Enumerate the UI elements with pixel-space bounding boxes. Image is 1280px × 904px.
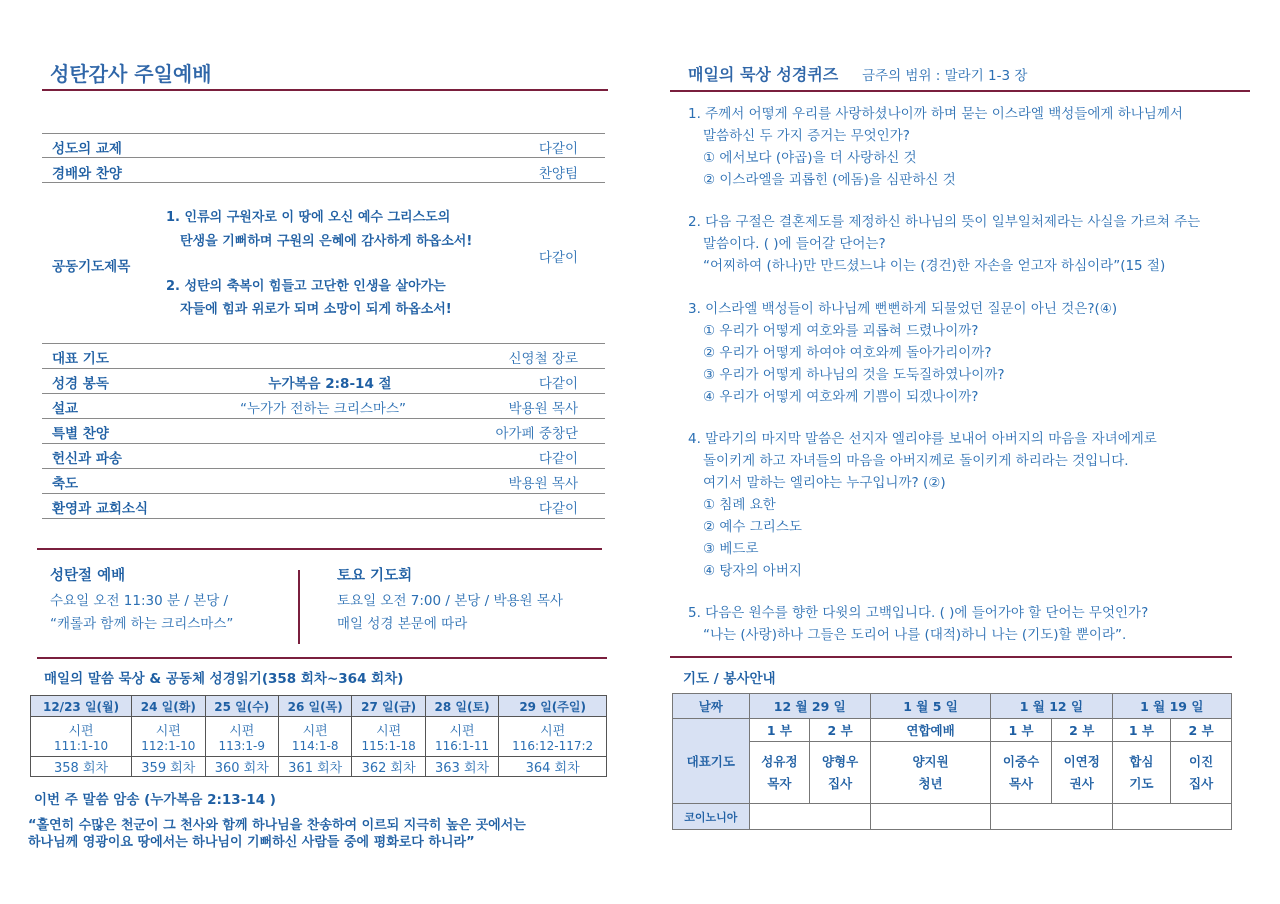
reading-round: 362 회차 <box>352 757 425 777</box>
quiz-question-3 <box>688 298 1117 408</box>
prayer-leader-cell <box>810 742 871 804</box>
memory-verse-line: 하나님께 영광이요 땅에서는 하나님이 기뻐하신 사람들 중에 평화로다 하니라” <box>28 835 475 850</box>
order-label: 성도의 교제 <box>52 141 122 157</box>
section-divider <box>670 656 1232 658</box>
service-session: 1 부 <box>749 719 810 742</box>
saturday-prayer-title: 토요 기도회 <box>337 568 413 584</box>
question-text: 1. 주께서 어떻게 우리를 사랑하셨나이까 하며 묻는 이스라엘 백성들에게 하나님께서 <box>688 106 1183 122</box>
order-leader: 다같이 <box>538 501 578 517</box>
order-label: 환영과 교회소식 <box>52 501 148 517</box>
reading-cell <box>132 717 205 757</box>
order-label: 성경 봉독 <box>52 376 109 392</box>
reading-plan-title: 매일의 말씀 묵상 & 공동체 성경읽기(358 회차~364 회차) <box>44 671 404 687</box>
service-session: 2 부 <box>810 719 871 742</box>
leader-name: 성유정 <box>761 753 798 769</box>
row-divider <box>42 493 605 494</box>
reading-day: 26 일(목) <box>278 696 351 717</box>
order-leader: 박용원 목사 <box>508 401 578 417</box>
question-text: 5. 다음은 원수를 향한 다윗의 고백입니다. ( )에 들어가야 할 단어는 무엇인가? <box>688 605 1149 621</box>
christmas-service-title: 성탄절 예배 <box>50 568 126 584</box>
answer-text: “어찌하여 (하나)만 만드셨느냐 이는 (경건)한 자손을 얻고자 하심이라”(15 절) <box>703 258 1166 274</box>
leader-title: 기도 <box>1129 775 1154 791</box>
order-label: 설교 <box>52 401 79 417</box>
leader-name: 합심 <box>1129 753 1154 769</box>
order-leader: 박용원 목사 <box>508 476 578 492</box>
quiz-question-5 <box>688 602 1148 646</box>
prayer-label: 공동기도제목 <box>52 259 131 275</box>
prayer-leader-cell <box>1112 742 1171 804</box>
answer-option: ① 우리가 어떻게 여호와를 괴롭혀 드렸나이까? <box>703 323 979 339</box>
page-title: 성탄감사 주일예배 <box>50 62 212 86</box>
answer-option: ① 침례 요한 <box>703 497 776 513</box>
leader-title: 목사 <box>1008 775 1034 791</box>
leader-title: 권사 <box>1069 775 1094 791</box>
service-date: 1 월 5 일 <box>870 694 990 719</box>
answer-option: ③ 베드로 <box>703 541 759 557</box>
row-divider <box>42 468 605 469</box>
leader-name: 이중수 <box>1002 753 1040 769</box>
row-divider <box>42 418 605 419</box>
service-title: 기도 / 봉사안내 <box>683 671 776 687</box>
answer-option: ④ 우리가 어떻게 여호와께 기쁨이 되겠나이까? <box>703 389 979 405</box>
answer-option: ② 이스라엘을 괴롭힌 (에돔)을 심판하신 것 <box>703 172 956 188</box>
section-divider <box>37 548 602 550</box>
service-date: 12 월 29 일 <box>749 694 870 719</box>
date-header: 날짜 <box>673 694 750 719</box>
leader-name: 이진 <box>1189 753 1214 769</box>
prayer-line: 탄생을 기뻐하며 구원의 은혜에 감사하게 하옵소서! <box>180 234 473 249</box>
reading-cell <box>278 717 351 757</box>
answer-option: ① 에서보다 (야곱)을 더 사랑하신 것 <box>703 150 917 166</box>
reading-verse: 112:1-10 <box>141 739 196 753</box>
leader-title: 목자 <box>767 775 792 791</box>
answer-option: ② 우리가 어떻게 하여야 여호와께 돌아가리이까? <box>703 345 992 361</box>
leader-title: 집사 <box>1189 775 1214 791</box>
reading-round: 358 회차 <box>31 757 132 777</box>
reading-cell <box>425 717 498 757</box>
question-text: 말씀이다. ( )에 들어갈 단어는? <box>703 236 886 252</box>
reading-verse: 111:1-10 <box>53 739 109 753</box>
prayer-leader: 다같이 <box>538 250 578 266</box>
koinonia-cell <box>870 804 990 830</box>
reading-round: 361 회차 <box>278 757 351 777</box>
reading-verse: 113:1-9 <box>218 739 266 753</box>
leader-name: 이연정 <box>1063 753 1100 769</box>
order-leader: 아가페 중창단 <box>495 426 578 442</box>
leader-title: 청년 <box>918 775 943 791</box>
reading-day: 24 일(화) <box>132 696 205 717</box>
reading-round: 364 회차 <box>499 757 607 777</box>
reading-cell <box>352 717 425 757</box>
reading-book: 시편 <box>302 724 328 739</box>
quiz-question-4 <box>688 428 1157 582</box>
prayer-leader-cell <box>749 742 810 804</box>
prayer-line: 자들에 힘과 위로가 되며 소망이 되게 하옵소서! <box>180 302 452 317</box>
koinonia-cell <box>991 804 1112 830</box>
service-session: 1 부 <box>991 719 1052 742</box>
memory-verse-title: 이번 주 말씀 암송 (누가복음 2:13-14 ) <box>34 792 276 808</box>
leader-name: 양지원 <box>912 753 949 769</box>
reading-verse: 114:1-8 <box>291 739 339 753</box>
quiz-question-1 <box>688 103 1183 191</box>
christmas-service-theme: “캐롤과 함께 하는 크리스마스” <box>50 616 234 632</box>
reading-round: 363 회차 <box>425 757 498 777</box>
answer-text: “나는 (사랑)하나 그들은 도리어 나를 (대적)하니 나는 (기도)할 뿐이라”. <box>703 627 1127 643</box>
row-divider <box>42 182 605 183</box>
service-session: 연합예배 <box>870 719 990 742</box>
reading-book: 시편 <box>155 724 181 739</box>
reading-verse: 116:1-11 <box>434 739 490 753</box>
row-divider <box>42 157 605 158</box>
reading-round: 360 회차 <box>205 757 278 777</box>
sermon-title: “누가가 전하는 크리스마스” <box>239 401 407 417</box>
column-divider <box>298 570 300 644</box>
reading-book: 시편 <box>540 724 566 739</box>
reading-book: 시편 <box>376 724 402 739</box>
row-divider <box>42 443 605 444</box>
answer-option: ③ 우리가 어떻게 하나님의 것을 도둑질하였나이까? <box>703 367 1005 383</box>
service-date: 1 월 12 일 <box>991 694 1112 719</box>
order-label: 특별 찬양 <box>52 426 109 442</box>
reading-cell <box>205 717 278 757</box>
prayer-line: 2. 성탄의 축복이 힘들고 고단한 인생을 살아가는 <box>166 279 446 294</box>
question-text: 말씀하신 두 가지 증거는 무엇인가? <box>703 128 910 144</box>
order-leader: 다같이 <box>538 141 578 157</box>
order-label: 헌신과 파송 <box>52 451 122 467</box>
question-text: 3. 이스라엘 백성들이 하나님께 뻔뻔하게 되물었던 질문이 아닌 것은?(④) <box>688 301 1118 317</box>
koinonia-row-label: 코이노니아 <box>673 804 750 830</box>
prayer-leader-cell <box>991 742 1052 804</box>
title-divider <box>42 89 608 91</box>
leader-name: 양형우 <box>821 753 859 769</box>
service-table <box>672 693 1232 830</box>
prayer-leader-cell <box>1051 742 1112 804</box>
row-divider <box>42 393 605 394</box>
question-text: 4. 말라기의 마지막 말씀은 선지자 엘리야를 보내어 아버지의 마음을 자녀에게로 <box>688 431 1157 447</box>
order-leader: 찬양팀 <box>538 166 578 182</box>
order-label: 축도 <box>52 476 79 492</box>
question-text: 돌이키게 하고 자녀들의 마음을 아버지께로 돌이키게 하리라는 것입니다. <box>703 453 1129 469</box>
order-leader: 다같이 <box>538 376 578 392</box>
service-session: 1 부 <box>1112 719 1171 742</box>
prayer-row-label: 대표기도 <box>673 719 750 804</box>
question-text: 여기서 말하는 엘리야는 누구입니까? (②) <box>703 475 946 491</box>
quiz-scope: 금주의 범위 : 말라기 1-3 장 <box>862 68 1028 84</box>
reading-day: 28 일(토) <box>425 696 498 717</box>
reading-round: 359 회차 <box>132 757 205 777</box>
memory-verse-line: “홀연히 수많은 천군이 그 천사와 함께 하나님을 찬송하여 이르되 지극히 높은 곳에서는 <box>28 818 526 833</box>
order-leader: 다같이 <box>538 451 578 467</box>
service-session: 2 부 <box>1051 719 1112 742</box>
reading-day: 12/23 일(월) <box>31 696 132 717</box>
reading-book: 시편 <box>229 724 255 739</box>
question-text: 2. 다음 구절은 결혼제도를 제정하신 하나님의 뜻이 일부일처제라는 사실을 가르쳐 주는 <box>688 214 1201 230</box>
prayer-leader-cell <box>1171 742 1232 804</box>
reading-day: 25 일(수) <box>205 696 278 717</box>
koinonia-cell <box>1112 804 1231 830</box>
prayer-leader-cell <box>870 742 990 804</box>
reading-day: 27 일(금) <box>352 696 425 717</box>
reading-cell <box>31 717 132 757</box>
order-leader: 신영철 장로 <box>508 351 578 367</box>
saturday-prayer-note: 매일 성경 본문에 따라 <box>337 616 468 632</box>
leader-title: 집사 <box>828 775 853 791</box>
row-divider <box>42 518 605 519</box>
order-label: 경배와 찬양 <box>52 166 122 182</box>
prayer-line: 1. 인류의 구원자로 이 땅에 오신 예수 그리스도의 <box>166 210 451 225</box>
christmas-service-time: 수요일 오전 11:30 분 / 본당 / <box>50 593 229 609</box>
row-divider <box>42 343 605 344</box>
order-label: 대표 기도 <box>52 351 109 367</box>
title-divider <box>670 90 1250 92</box>
row-divider <box>42 368 605 369</box>
quiz-question-2 <box>688 211 1200 277</box>
reading-verse: 116:12-117:2 <box>512 739 594 753</box>
reading-plan-table <box>30 695 607 777</box>
reading-book: 시편 <box>449 724 475 739</box>
answer-option: ④ 탕자의 아버지 <box>703 563 802 579</box>
koinonia-cell <box>749 804 870 830</box>
reading-verse: 115:1-18 <box>361 739 416 753</box>
saturday-prayer-time: 토요일 오전 7:00 / 본당 / 박용원 목사 <box>337 593 563 609</box>
answer-option: ② 예수 그리스도 <box>703 519 802 535</box>
reading-day: 29 일(주일) <box>499 696 607 717</box>
reading-book: 시편 <box>68 724 94 739</box>
quiz-title: 매일의 묵상 성경퀴즈 <box>688 65 839 84</box>
scripture-ref: 누가복음 2:8-14 절 <box>268 376 392 392</box>
section-divider <box>37 657 607 659</box>
row-divider <box>42 133 605 134</box>
service-session: 2 부 <box>1171 719 1232 742</box>
reading-cell <box>499 717 607 757</box>
service-date: 1 월 19 일 <box>1112 694 1231 719</box>
